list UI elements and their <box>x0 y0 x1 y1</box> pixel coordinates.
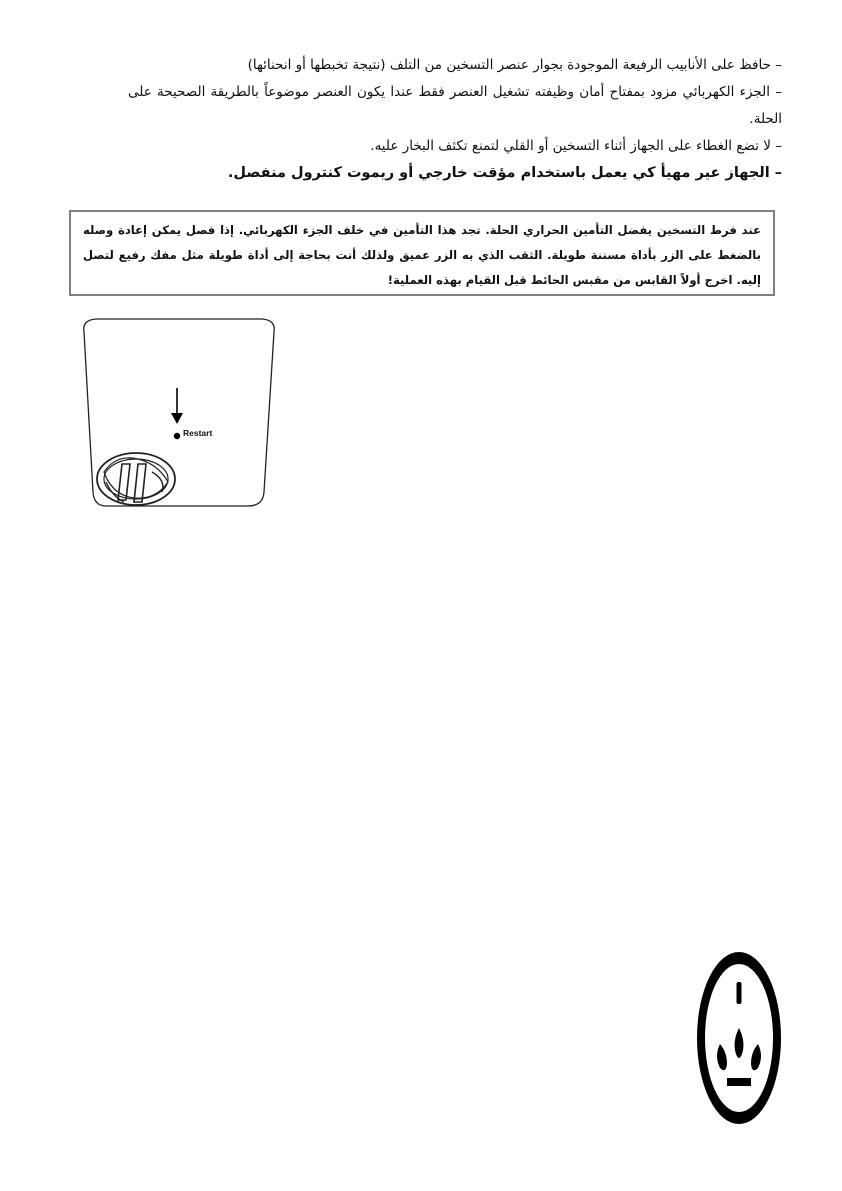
power-socket-icon <box>97 453 175 505</box>
bullet-item: – حافظ على الأنابيب الرفيعة الموجودة بجوار عنصر التسخين من التلف (نتيجة تخبطها أو انحنائها) <box>247 57 782 73</box>
bullet-item: – الجزء الكهربائي مزود بمفتاح أمان وظيفته تشغيل العنصر فقط عندا يكون العنصر موضوعاً بالطريقة الصحيحة على الحلة. <box>128 84 782 127</box>
instruction-list <box>128 52 782 186</box>
thermal-fuse-notice-box <box>69 210 775 296</box>
appliance-back-drawing <box>76 314 282 512</box>
bullet-item-warning: – الجهاز عير مهيأ كي يعمل باستخدام مؤقت خارجي أو ريموت كنترول منفصل. <box>227 165 782 181</box>
restart-button-illustration <box>76 314 282 512</box>
arrow-down-icon <box>171 388 183 424</box>
notice-text: عند فرط التسخين يفضل التأمين الحراري الحلة. تجد هذا التأمين في خلف الجزء الكهربائي. إذا فصل يمكن إعادة وصله بالضغط على الزر بأداة مسننة طويلة. الثقب الذي به الزر عميق ولذلك أنت بحاجة إلى أداة طويلة مثل مفك رفيع لتصل إليه. اخرج أولاً القابس من مقبس الحائط قبل القيام بهذه العملية! <box>83 223 761 287</box>
restart-label: Restart <box>183 428 213 438</box>
restart-button-dot <box>174 433 180 439</box>
brand-logo-icon <box>696 950 782 1126</box>
bullet-item: – لا تضع الغطاء على الجهاز أثناء التسخين أو القلي لتمنع تكثف البخار عليه. <box>370 138 782 154</box>
